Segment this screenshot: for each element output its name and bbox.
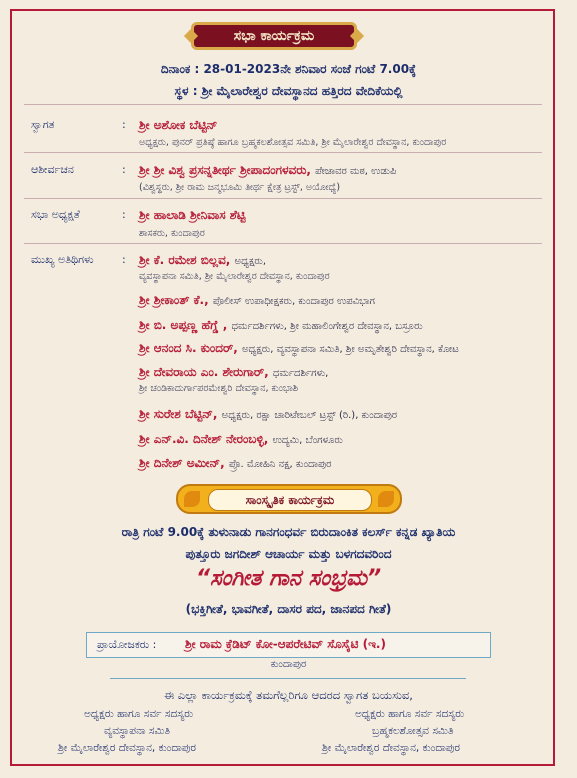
divider [24,104,542,105]
guest-name-text: ಶ್ರೀ ಶ್ರೀಕಾಂತ್ ಕೆ., [139,293,209,307]
divider [24,243,542,244]
guest-role: ಅಧ್ಯಕ್ಷರು, ವ್ಯವಸ್ಥಾಪನಾ ಸಮಿತಿ, ಶ್ರೀ ಅಮೃತೇಶ್ವರಿ ದೇವಸ್ಥಾನ, ಕೋಟ [241,344,459,355]
performance-line-1: ರಾತ್ರಿ ಗಂಟೆ 9.00ಕ್ಕೆ ತುಳುನಾಡು ಗಾನಗಂಧರ್ವ ಬಿರುದಾಂಕಿತ ಕಲರ್ಸ್ ಕನ್ನಡ ಖ್ಯಾತಿಯ [121,525,456,539]
guest-name [139,341,459,356]
guest-role: ಅಧ್ಯಕ್ಷರು, [234,256,267,267]
welcome-name: ಶ್ರೀ ಅಶೋಕ ಬೆಟ್ಟಿನ್ [139,118,218,132]
guest-name [139,407,397,422]
guest-name-text: ಶ್ರೀ ಆನಂದ ಸಿ. ಕುಂದರ್, [139,341,238,355]
guest-name [139,318,423,333]
guest-name-text: ಶ್ರೀ ಕೆ. ರಮೇಶ ಬಿಲ್ಲವ, [139,253,231,267]
guest-role: ಧರ್ಮದರ್ಶಿಗಳು, [272,368,329,379]
guest-name [139,365,328,380]
blessing-name [139,163,396,178]
host-right-line-3: ಶ್ರೀ ಮೈಲಾರೇಶ್ವರ ದೇವಸ್ಥಾನ, ಕುಂದಾಪುರ [322,742,460,754]
row-colon: : [122,208,126,221]
guest-role: ಉದ್ಯಮಿ, ಬೆಂಗಳೂರು [272,435,343,446]
guest-name [139,432,343,447]
blessing-name-text: ಶ್ರೀ ಶ್ರೀ ವಿಶ್ವ ಪ್ರಸನ್ನತೀರ್ಥ ಶ್ರೀಪಾದಂಗಳವರು, [139,163,311,177]
guest-name-text: ಶ್ರೀ ದಿನೇಶ್ ಅಮೀನ್, [139,456,225,470]
guest-role: ಅಧ್ಯಕ್ಷರು, ರಕ್ಷಾ ಚಾರಿಟೇಬಲ್ ಟ್ರಸ್ಟ್ (ರಿ.), ಕುಂದಾಪುರ [221,410,398,421]
sponsor-place: ಕುಂದಾಪುರ [270,659,307,670]
row-label: ಮುಖ್ಯ ಅತಿಥಿಗಳು [31,253,94,266]
guest-detail: ಶ್ರೀ ಚಂಡಿಕಾದುರ್ಗಾಪರಮೇಶ್ವರಿ ದೇವಸ್ಥಾನ, ಕುಂಭಾಶಿ [139,383,299,394]
guest-name-text: ಶ್ರೀ ಬಿ. ಅಪ್ಪಣ್ಣ ಹೆಗ್ಡೆ , [139,318,228,332]
guest-name-text: ಶ್ರೀ ಸುರೇಶ ಬೆಟ್ಟಿನ್, [139,407,218,421]
guest-role: ಧರ್ಮದರ್ಶಿಗಳು, ಶ್ರೀ ಮಹಾಲಿಂಗೇಶ್ವರ ದೇವಸ್ಥಾನ, ಬಸ್ರೂರು [231,321,423,332]
host-left-line-2: ವ್ಯವಸ್ಥಾಪನಾ ಸಮಿತಿ [104,725,171,737]
cultural-banner-label: ಸಾಂಸ್ಕೃತಿಕ ಕಾರ್ಯಕ್ರಮ [208,489,372,511]
guest-name-text: ಶ್ರೀ ಎನ್.ವಿ. ದಿನೇಶ್ ನೇರಂಬಳ್ಳಿ, [139,432,269,446]
row-label: ಸಭಾ ಅಧ್ಯಕ್ಷತೆ [31,208,80,221]
event-date: ದಿನಾಂಕ : 28-01-2023ನೇ ಶನಿವಾರ ಸಂಜೆ ಗಂಟೆ 7.00ಕ್ಕೆ [160,62,417,76]
chair-name: ಶ್ರೀ ಹಾಲಾಡಿ ಶ್ರೀನಿವಾಸ ಶೆಟ್ಟಿ [139,208,246,222]
sponsor-label: ಪ್ರಾಯೋಜಕರು : [97,638,157,651]
divider [24,152,542,153]
row-label: ಆಶೀರ್ವಚನ [31,163,74,176]
sponsor-box [86,632,491,658]
guest-name [139,293,375,308]
banner-title: ಸಭಾ ಕಾರ್ಯಕ್ರಮ [233,28,315,44]
host-left-line-3: ಶ್ರೀ ಮೈಲಾರೇಶ್ವರ ದೇವಸ್ಥಾನ, ಕುಂದಾಪುರ [58,742,196,754]
welcome-message: ಈ ಎಲ್ಲಾ ಕಾರ್ಯಕ್ರಮಕ್ಕೆ ತಮಗೆಲ್ಲರಿಗೂ ಆದರದ ಸ್ವಾಗತ ಬಯಸುವ, [164,688,413,702]
guest-name-text: ಶ್ರೀ ದೇವರಾಯ ಎಂ. ಶೇರುಗಾರ್, [139,365,269,379]
row-colon: : [122,118,126,131]
row-colon: : [122,163,126,176]
performance-line-2: ಪುತ್ತೂರು ಜಗದೀಶ್ ಆಚಾರ್ಯ ಮತ್ತು ಬಳಗದವರಿಂದ [185,547,392,561]
chair-detail: ಶಾಸಕರು, ಕುಂದಾಪುರ [139,228,205,239]
cultural-program-banner [176,484,402,514]
blessing-detail: (ವಿಶ್ವಸ್ಥರು, ಶ್ರೀ ರಾಮ ಜನ್ಮಭೂಮಿ ತೀರ್ಥ ಕ್ಷೇತ್ರ ಟ್ರಸ್ಟ್, ಅಯೋಧ್ಯೆ) [139,182,341,193]
event-venue: ಸ್ಥಳ : ಶ್ರೀ ಮೈಲಾರೇಶ್ವರ ದೇವಸ್ಥಾನದ ಹತ್ತಿರದ ವೇದಿಕೆಯಲ್ಲಿ [174,84,403,98]
show-title: “ಸಂಗೀತ ಗಾನ ಸಂಭ್ರಮ” [195,566,382,591]
divider [24,198,542,199]
guest-name [139,456,331,471]
guest-role: ಪೊಲೀಸ್ ಉಪಾಧೀಕ್ಷಕರು, ಕುಂದಾಪುರ ಉಪವಿಭಾಗ [212,296,375,307]
host-left-line-1: ಅಧ್ಯಕ್ಷರು ಹಾಗೂ ಸರ್ವ ಸದಸ್ಯರು [84,708,194,720]
show-genres: (ಭಕ್ತಿಗೀತೆ, ಭಾವಗೀತೆ, ದಾಸರ ಪದ, ಜಾನಪದ ಗೀತೆ) [185,602,392,616]
host-right-line-1: ಅಧ್ಯಕ್ಷರು ಹಾಗೂ ಸರ್ವ ಸದಸ್ಯರು [355,708,465,720]
guest-detail: ವ್ಯವಸ್ಥಾಪನಾ ಸಮಿತಿ, ಶ್ರೀ ಮೈಲಾರೇಶ್ವರ ದೇವಸ್ಥಾನ, ಕುಂದಾಪುರ [139,271,330,282]
row-colon: : [122,253,126,266]
welcome-detail: ಅಧ್ಯಕ್ಷರು, ಪುನರ್ ಪ್ರತಿಷ್ಠೆ ಹಾಗೂ ಬ್ರಹ್ಮಕಲಶೋತ್ಸವ ಸಮಿತಿ, ಶ್ರೀ ಮೈಲಾರೇಶ್ವರ ದೇವಸ್ಥಾನ, ಕುಂದಾಪುರ [139,137,447,148]
blessing-name-suffix: ಪೇಜಾವರ ಮಠ, ಉಡುಪಿ [315,166,397,177]
sabha-program-banner [191,22,357,50]
row-label: ಸ್ವಾಗತ [31,118,55,131]
guest-role: ಪ್ರೊ. ಮೋಹಿನಿ ನಕ್ಷ, ಕುಂದಾಪುರ [228,459,332,470]
sponsor-name: ಶ್ರೀ ರಾಮ ಕ್ರೆಡಿಟ್ ಕೋ-ಆಪರೇಟಿವ್ ಸೊಸೈಟಿ (ಇ.) [185,637,386,651]
divider [110,678,466,679]
guest-name [139,253,266,268]
host-right-line-2: ಬ್ರಹ್ಮಕಲಶೋತ್ಸವ ಸಮಿತಿ [372,725,454,737]
